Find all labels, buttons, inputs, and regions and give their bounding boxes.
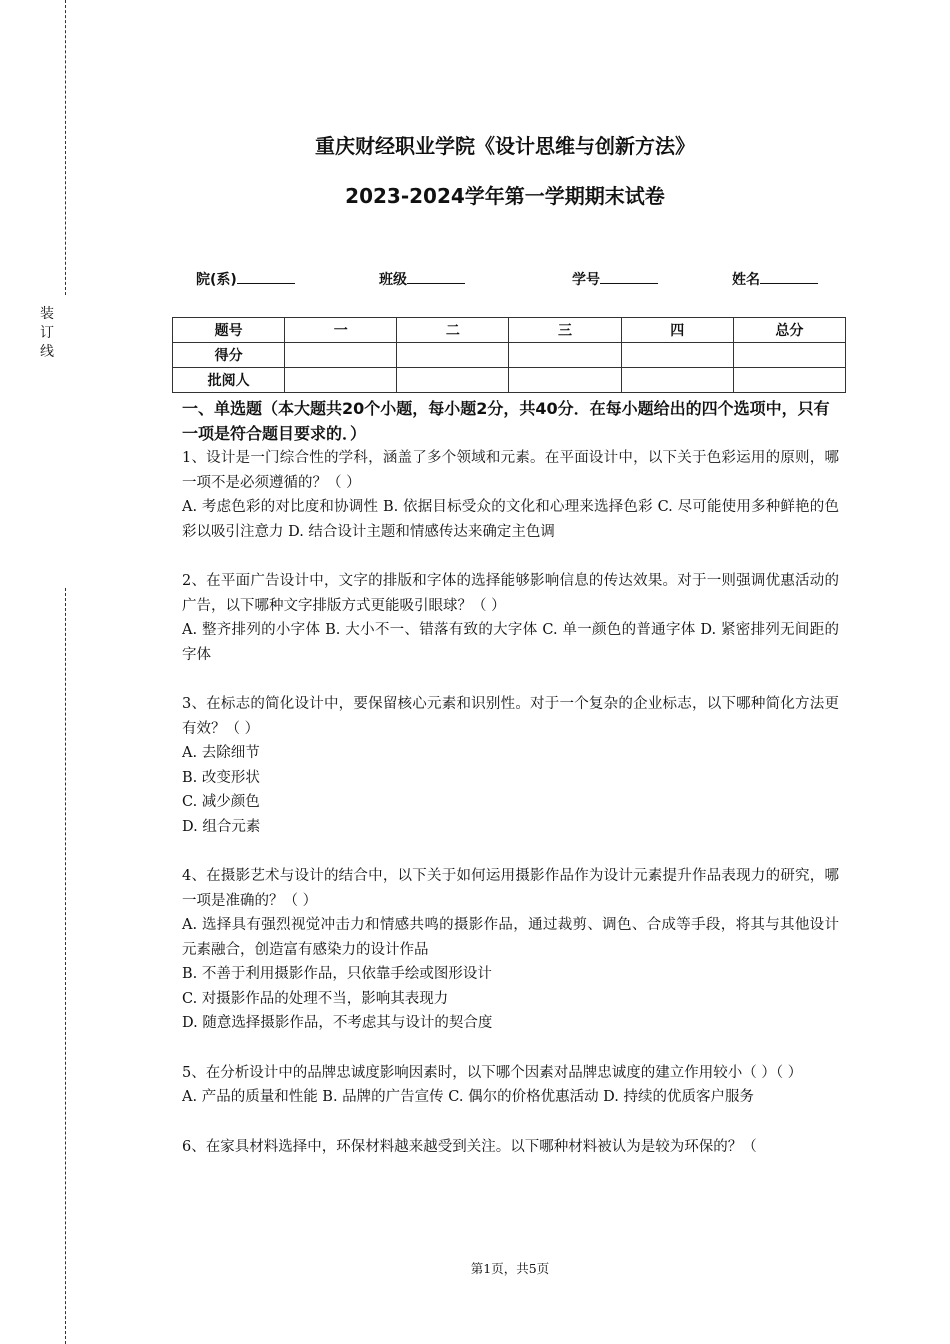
section-heading: 一、单选题（本大题共20个小题，每小题2分，共40分．在每小题给出的四个选项中，只有一项是符合题目要求的．） <box>182 399 830 443</box>
grader-input-cell[interactable] <box>397 368 509 393</box>
score-table <box>172 317 846 393</box>
question-text: 1、设计是一门综合性的学科，涵盖了多个领域和元素。在平面设计中，以下关于色彩运用的原则，哪一项不是必须遵循的？（ ） <box>182 450 839 491</box>
option-b: B. 不善于利用摄影作品，只依靠手绘或图形设计 <box>182 966 492 982</box>
blank-underline <box>600 269 658 284</box>
exam-title-line2: 2023-2024学年第一学期期末试卷 <box>345 184 665 208</box>
question-text: 2、在平面广告设计中，文字的排版和字体的选择能够影响信息的传达效果。对于一则强调优惠活动的广告，以下哪种文字排版方式更能吸引眼球？（ ） <box>182 573 839 614</box>
score-input-cell[interactable] <box>397 343 509 368</box>
question-2 <box>182 569 839 667</box>
option-c: C. 对摄影作品的处理不当，影响其表现力 <box>182 990 449 1007</box>
option-d: D. 组合元素 <box>182 818 261 835</box>
question-3 <box>182 692 839 839</box>
table-cell: 三 <box>509 318 621 343</box>
option-c: C. 减少颜色 <box>182 794 260 810</box>
score-table-header-row <box>173 318 846 343</box>
page-footer: 第1页，共5页 <box>470 1261 550 1276</box>
question-5 <box>182 1061 839 1110</box>
option-a: A. 选择具有强烈视觉冲击力和情感共鸣的摄影作品，通过裁剪、调色、合成等手段，将其与其他设计元素融合，创造富有感染力的设计作品 <box>182 917 839 958</box>
score-input-cell[interactable] <box>621 343 733 368</box>
blank-underline <box>760 269 818 284</box>
table-cell: 四 <box>621 318 733 343</box>
info-field-student-id[interactable]: 学号 <box>572 269 658 289</box>
info-field-department[interactable]: 院(系) <box>196 269 295 289</box>
question-1 <box>182 446 839 544</box>
table-cell: 总分 <box>733 318 845 343</box>
exam-content <box>182 396 839 1159</box>
info-field-class[interactable]: 班级 <box>379 269 465 289</box>
question-options: A. 整齐排列的小字体 B. 大小不一、错落有致的大字体 C. 单一颜色的普通字体 D. 紧密排列无间距的字体 <box>182 622 839 663</box>
score-table-row <box>173 343 846 368</box>
grader-input-cell[interactable] <box>621 368 733 393</box>
info-field-name[interactable]: 姓名 <box>732 269 818 289</box>
score-table-row <box>173 368 846 393</box>
question-4 <box>182 864 839 1036</box>
table-cell: 批阅人 <box>173 368 285 393</box>
option-a: A. 去除细节 <box>182 745 260 761</box>
question-options: A. 产品的质量和性能 B. 品牌的广告宣传 C. 偶尔的价格优惠活动 D. 持续的优质客户服务 <box>182 1089 755 1105</box>
binding-line-bottom <box>65 588 66 1344</box>
score-input-cell[interactable] <box>285 343 397 368</box>
question-text: 3、在标志的简化设计中，要保留核心元素和识别性。对于一个复杂的企业标志，以下哪种简化方法更有效？（ ） <box>182 696 839 737</box>
question-text: 4、在摄影艺术与设计的结合中，以下关于如何运用摄影作品作为设计元素提升作品表现力的研究，哪一项是准确的？（ ） <box>182 868 839 909</box>
table-cell: 题号 <box>173 318 285 343</box>
blank-underline <box>237 269 295 284</box>
table-cell: 一 <box>285 318 397 343</box>
grader-input-cell[interactable] <box>509 368 621 393</box>
binding-label: 装订线 <box>40 306 54 360</box>
table-cell: 得分 <box>173 343 285 368</box>
score-input-cell[interactable] <box>509 343 621 368</box>
grader-input-cell[interactable] <box>733 368 845 393</box>
question-text: 5、在分析设计中的品牌忠诚度影响因素时，以下哪个因素对品牌忠诚度的建立作用较小（ ）（ ） <box>182 1064 803 1081</box>
option-b: B. 改变形状 <box>182 769 260 786</box>
question-6 <box>182 1135 839 1160</box>
exam-title-line1: 重庆财经职业学院《设计思维与创新方法》 <box>315 134 695 158</box>
blank-underline <box>407 269 465 284</box>
table-cell: 二 <box>397 318 509 343</box>
score-input-cell[interactable] <box>733 343 845 368</box>
option-d: D. 随意选择摄影作品，不考虑其与设计的契合度 <box>182 1015 493 1031</box>
grader-input-cell[interactable] <box>285 368 397 393</box>
question-options: A. 考虑色彩的对比度和协调性 B. 依据目标受众的文化和心理来选择色彩 C. 尽可能使用多种鲜艳的色彩以吸引注意力 D. 结合设计主题和情感传达来确定主色调 <box>182 499 839 540</box>
question-text: 6、在家具材料选择中，环保材料越来越受到关注。以下哪种材料被认为是较为环保的？（ <box>182 1138 757 1155</box>
